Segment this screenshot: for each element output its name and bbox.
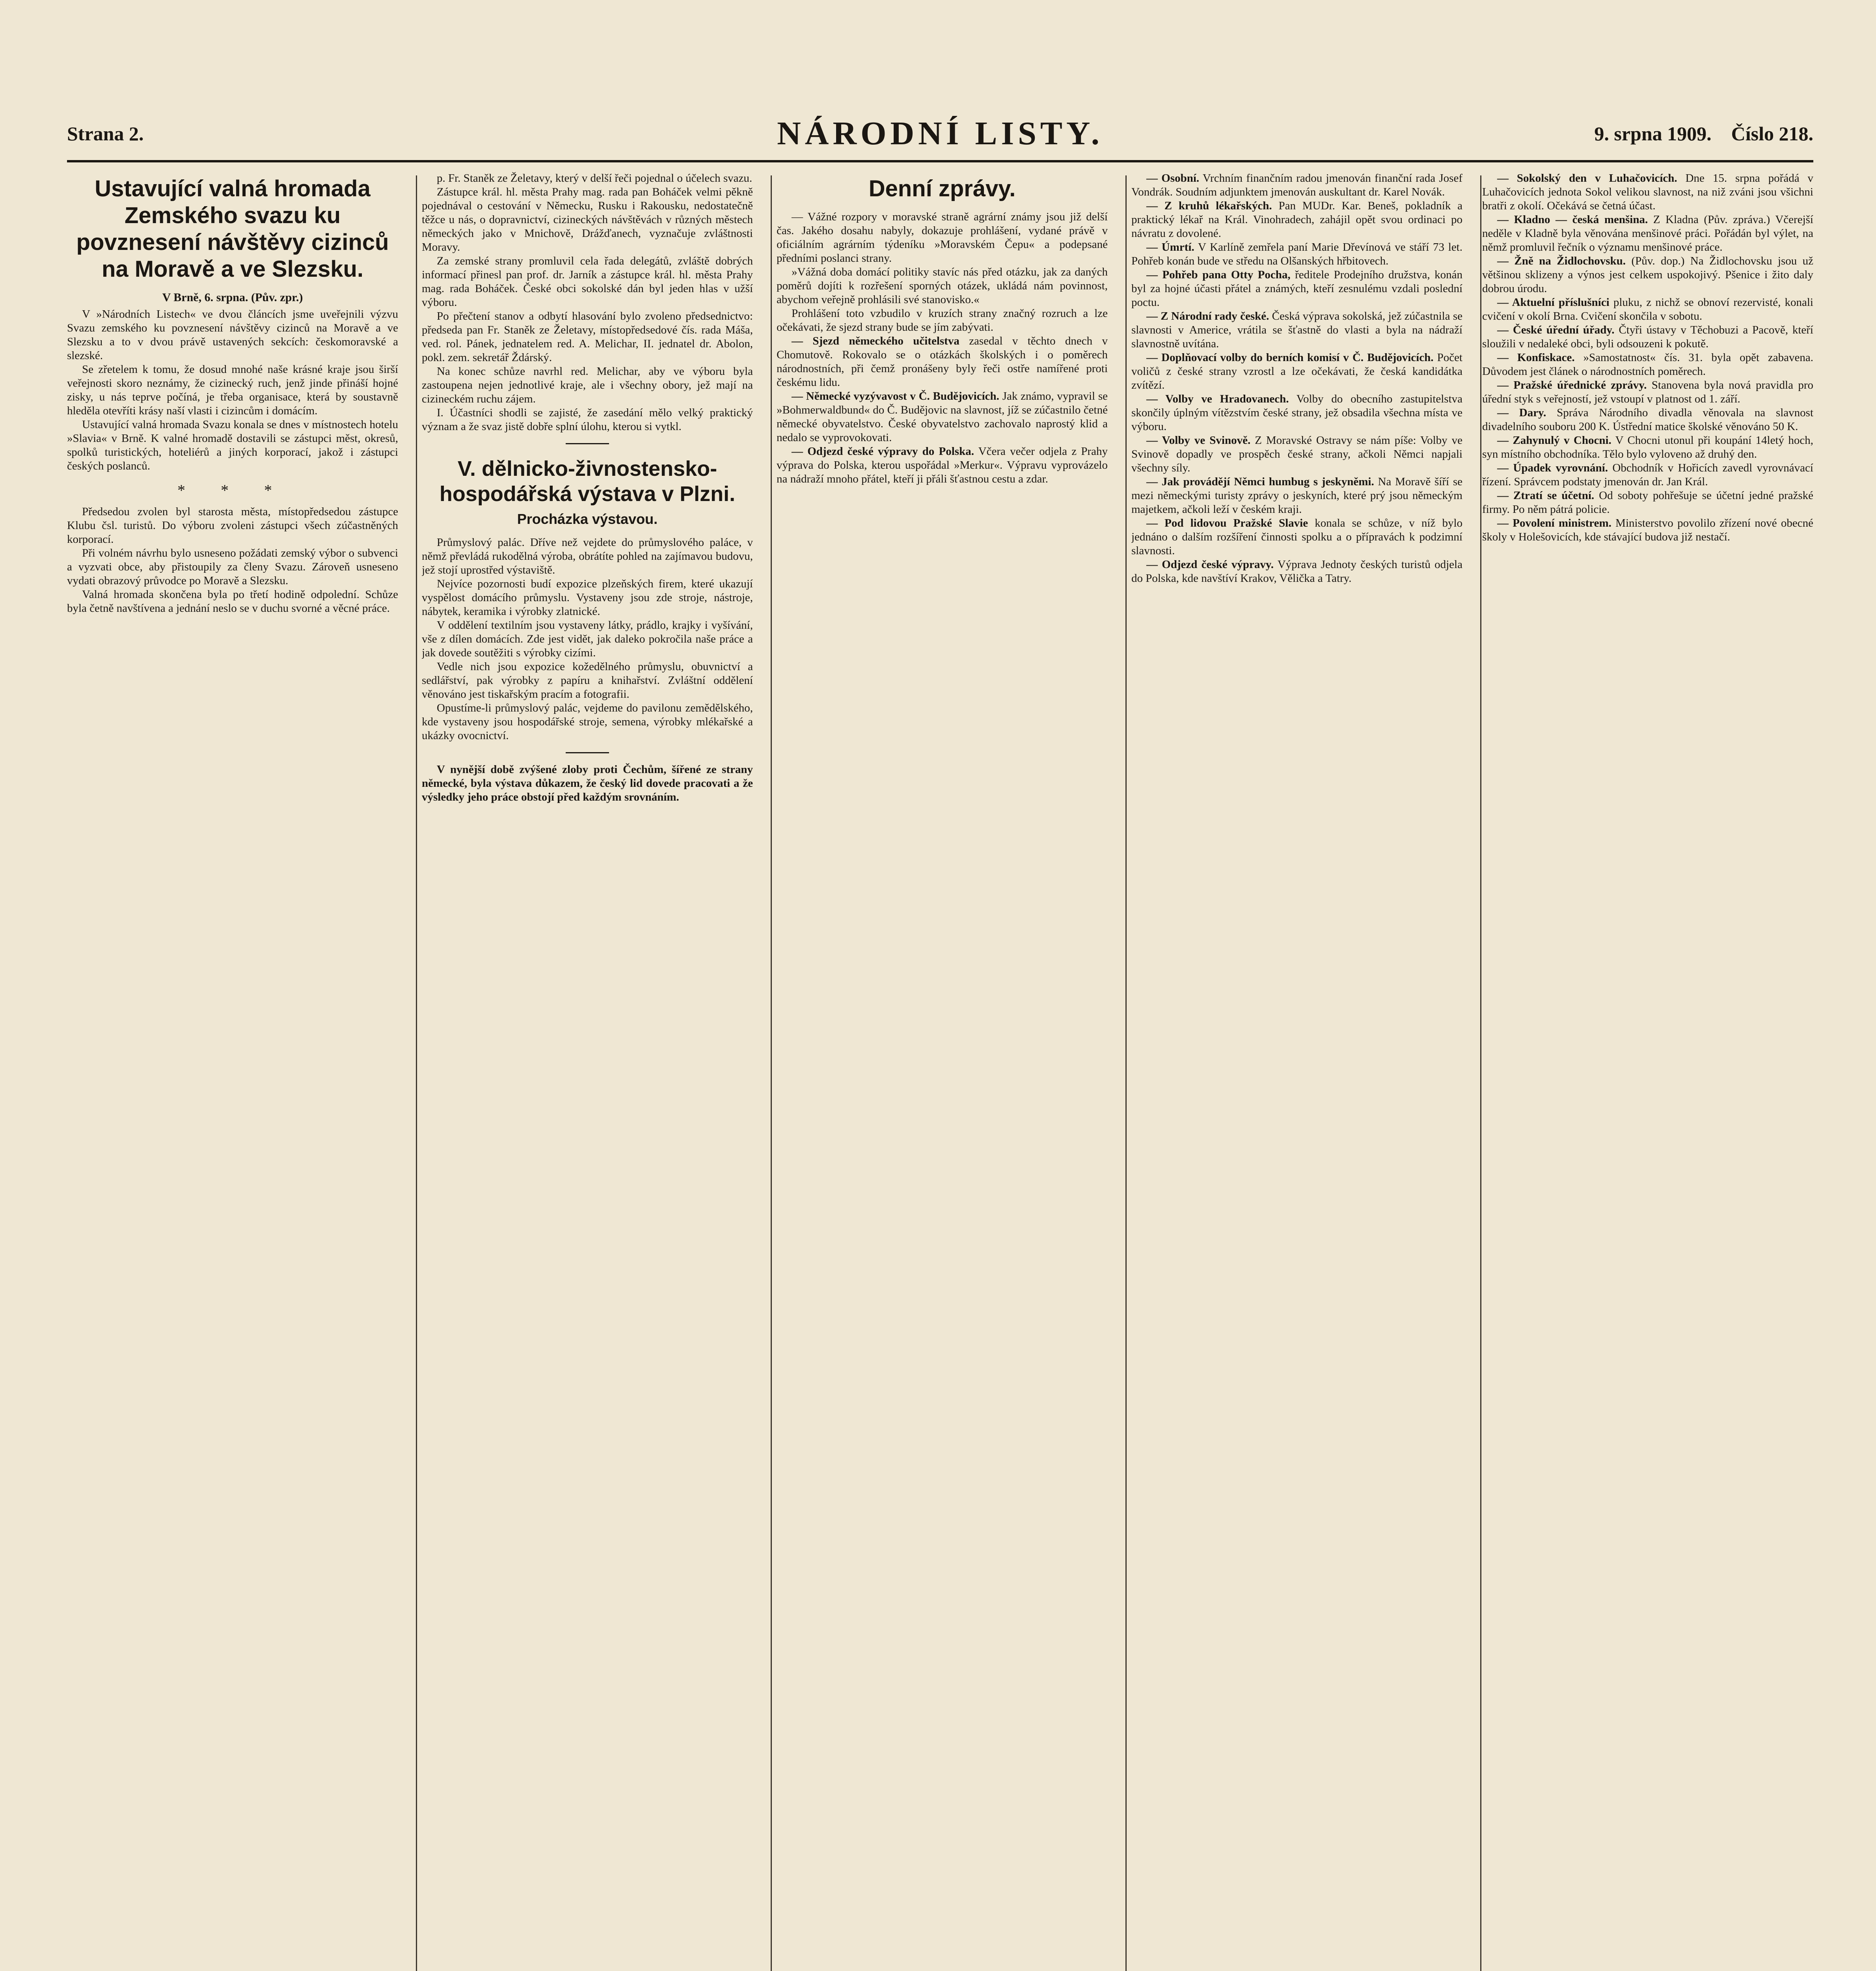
news-item-text: Jak známo, vypravil se »Bohmerwaldbund« do Č. Budějovic na slavnost, jíž se zúčastnilo četné německé obyvatelstvo. České obyvatelstvo zachovalo naprostý klid a nedalo se vyprovokovati. (777, 390, 1108, 444)
article-rule (566, 752, 609, 753)
article-paragraph: Prohlášení toto vzbudilo v kruzích strany značný rozruch a lze očekávati, že sjezd strany bude se jím zabývati. (777, 307, 1108, 333)
news-item-text: Počet voličů z české strany vzrostl a lze očekávati, že česká kandidátka zvítězí. (1131, 351, 1462, 391)
section-separator: * * * (177, 481, 288, 499)
article-columns (67, 171, 1813, 1971)
news-item (1482, 351, 1813, 378)
news-item (1131, 434, 1462, 475)
news-item-lead: — Z Národní rady české. (1146, 310, 1269, 322)
article-paragraph: Při volném návrhu bylo usneseno požádati zemský výbor o subvenci a vyzvati obce, aby přistoupily za členy Svazu. Zároveň usneseno vydati obrazový průvodce po Moravě a Slezsku. (67, 547, 398, 587)
article-paragraph: Nejvíce pozornosti budí expozice plzeňských firem, které ukazují vyspělost domácího průmyslu. Vystaveny jsou zde stroje, nástroje, nábytek, keramika i výrobky zlatnické. (422, 578, 753, 618)
news-item-lead: — Pohřeb pana Otty Pocha, (1146, 268, 1291, 281)
news-item-text: zasedal v těchto dnech v Chomutově. Rokovalo se o otázkách školských i o poměrech národnostních, při čemž pronášeny byly řeči ostře namířené proti českému lidu. (777, 335, 1108, 389)
article-paragraph: Průmyslový palác. Dříve než vejdete do průmyslového paláce, v němž převládá rukodělná výroba, obrátíte pohled na zajímavou budovu, jež stojí uprostřed výstaviště. (422, 536, 753, 576)
article-paragraph: Zástupce král. hl. města Prahy mag. rada pan Boháček velmi pěkně pojednával o cestování v Německu, Rusku i Rakousku, nedostatečně těžce u nás, o dopravnictví, cizineckých návštěvách v různých městech německých jako v Mnichově, Drážďanech, vyznačuje zvláštnosti Moravy. (422, 186, 753, 253)
news-item-lead: — Pod lidovou Pražské Slavie (1146, 517, 1308, 529)
article-dateline: V Brně, 6. srpna. (Pův. zpr.) (162, 291, 303, 304)
issue-date: 9. srpna 1909. (1594, 123, 1712, 145)
news-item-lead: — Povolení ministrem. (1497, 517, 1611, 529)
article-paragraph: Za zemské strany promluvil cela řada delegátů, zvláště dobrých informací přinesl pan prof. dr. Jarník a zástupce král. hl. města Prahy mag. rada Boháček. České obci sokolské dán byl jeden hlas v užší výboru. (422, 255, 753, 309)
news-item (1482, 406, 1813, 434)
column-divider (1125, 175, 1127, 1971)
news-item (777, 389, 1108, 445)
news-item-text: Ministerstvo povolilo zřízení nové obecné školy v Holešovicích, kde stávající budova již nestačí. (1482, 517, 1813, 543)
column-divider (416, 175, 417, 1971)
news-item-lead: — České úřední úřady. (1497, 324, 1615, 336)
news-item (1482, 323, 1813, 351)
news-item-text: ředitele Prodejního družstva, konán byl za hojné účasti přátel a známých, kteří zesnulému vzdali poslední poctu. (1131, 268, 1462, 309)
masthead-rule (67, 160, 1813, 162)
news-item (1131, 558, 1462, 585)
news-item-lead: — Osobní. (1146, 172, 1200, 184)
column-divider (1480, 175, 1481, 1971)
news-item-text: Z Moravské Ostravy se nám píše: Volby ve Svinově dopadly ve prospěch české strany, ačkoli Němci napjali všechny síly. (1131, 434, 1462, 474)
news-item (1482, 378, 1813, 406)
article-paragraph: Valná hromada skončena byla po třetí hodině odpolední. Schůze byla četně navštívena a jednání neslo se v duchu svorné a věcné práce. (67, 588, 398, 615)
article-paragraph: Předsedou zvolen byl starosta města, místopředsedou zástupce Klubu čsl. turistů. Do výboru zvoleni zástupci všech zúčastněných korporací. (67, 505, 398, 546)
news-item-lead: — Sokolský den v Luhačovicích. (1497, 172, 1677, 184)
news-item-text: V Chocni utonul při koupání 14letý hoch, syn místního obchodníka. Tělo bylo vyloveno až druhý den. (1482, 434, 1813, 460)
issue-number: Číslo 218. (1731, 123, 1813, 145)
article-paragraph: Na konec schůze navrhl red. Melichar, aby ve výboru byla zastoupena nejen jednotlivé kraje, ale i všechny obory, jež mají na cizineckém ruchu zájem. (422, 365, 753, 405)
news-item-text: Včera večer odjela z Prahy výprava do Polska, kterou uspořádal »Merkur«. Výpravu vyprovázelo na nádraží mnoho přátel, kteří ji přáli šťastnou cestu a zdar. (777, 445, 1108, 485)
article-paragraph: Ustavující valná hromada Svazu konala se dnes v místnostech hotelu »Slavia« v Brně. K valné hromadě dostavili se zástupci měst, okresů, spolků turistických, hoteliérů a jiných korporací, jakož i zástupci českých poslanců. (67, 418, 398, 472)
news-item (1131, 171, 1462, 199)
news-item-lead: — Volby ve Hradovanech. (1146, 393, 1289, 405)
news-item (1131, 240, 1462, 268)
column-3 (777, 171, 1108, 1971)
article-paragraph: — Vážné rozpory v moravské straně agrární známy jsou již delší čas. Jakého dosahu nabyly, dokazuje prohlášení, vydané právě v oficiálním agrárním týdeníku »Moravském Čepu« a podepsané předními poslanci strany. (777, 211, 1108, 265)
news-item-text: Na Moravě šíří se mezi německými turisty zprávy o jeskyních, které prý jsou německým majetkem, ačkoli leží v českém kraji. (1131, 475, 1462, 516)
news-item-lead: — Sjezd německého učitelstva (792, 335, 959, 347)
news-item-lead: — Jak provádějí Němci humbug s jeskyněmi. (1146, 475, 1374, 488)
news-item-text: Vrchním finančním radou jmenován finanční rada Josef Vondrák. Soudním adjunktem jmenován auskultant dr. Karel Novák. (1131, 172, 1462, 198)
article-paragraph: Opustíme-li průmyslový palác, vejdeme do pavilonu zemědělského, kde vystaveny jsou hospodářské stroje, semena, výrobky mlékařské a ukázky ovocnictví. (422, 702, 753, 742)
news-item-text: Od soboty pohřešuje se účetní jedné pražské firmy. Po něm pátrá policie. (1482, 489, 1813, 516)
article-paragraph: Po přečtení stanov a odbytí hlasování bylo zvoleno předsednictvo: předseda pan Fr. Staněk ze Želetavy, místopředsedové čís. rada Máša, ved. rol. Pánek, jednatelem red. A. Melichar, II. jednatel dr. Abolon, pokl. zem. sekretář Ždárský. (422, 310, 753, 364)
news-item-lead: — Ztratí se účetní. (1497, 489, 1595, 502)
news-item-text: »Samostatnost« čís. 31. byla opět zabavena. Důvodem jest článek o národnostních poměrech. (1482, 351, 1813, 378)
news-item-text: Volby do obecního zastupitelstva skončily úplným vítězstvím české strany, jež obsadila všechna místa ve výboru. (1131, 393, 1462, 433)
news-item-text: Výprava Jednoty českých turistů odjela do Polska, kde navštíví Krakov, Vělička a Tatry. (1131, 558, 1462, 585)
news-item-lead: — Dary. (1497, 406, 1546, 419)
news-item (1131, 475, 1462, 516)
news-item-text: Čtyři ústavy v Těchobuzi a Pacově, kteří sloužili v nedaleké obci, byli odsouzeni k pokutě. (1482, 324, 1813, 350)
news-item-lead: — Aktuelní příslušníci (1497, 296, 1610, 309)
news-item (777, 334, 1108, 389)
article-paragraph: Vedle nich jsou expozice kožedělného průmyslu, obuvnictví a sedlářství, pak výrobky z papíru a knihařství. Zvláštní oddělení věnováno jest tiskařským pracím a fotografii. (422, 660, 753, 700)
news-item-lead: — Úpadek vyrovnání. (1497, 462, 1608, 474)
news-item-text: V Karlíně zemřela paní Marie Dřevínová ve stáří 73 let. Pohřeb konán bude ve středu na Olšanských hřbitovech. (1131, 241, 1462, 267)
column-4 (1131, 171, 1462, 1971)
section-headline: Denní zprávy. (868, 176, 1016, 201)
newspaper-page (67, 106, 1813, 1971)
news-item-text: Pan MUDr. Kar. Beneš, pokladník a praktický lékař na Král. Vinohradech, zahájil opět svou ordinaci po návratu z dovolené. (1131, 199, 1462, 240)
article-paragraph: V nynější době zvýšené zloby proti Čechům, šířené ze strany německé, byla výstava důkazem, že český lid dovede pracovati a že výsledky jeho práce obstojí před každým srovnáním. (422, 763, 753, 803)
article-paragraph: I. Účastníci shodli se zajisté, že zasedání mělo velký praktický význam a že svaz jistě dobře splní úlohu, kterou si vytkl. (422, 406, 753, 433)
news-item (1131, 351, 1462, 392)
issue-info (1594, 122, 1813, 145)
column-divider (771, 175, 772, 1971)
news-item-text: Česká výprava sokolská, jež zúčastnila se slavnosti v Americe, vrátila se šťastně do vlasti a byla na nádraží slavnostně uvítána. (1131, 310, 1462, 350)
article-headline: Ustavující valná hromada Zemského svazu ku povznesení návštěvy cizinců na Moravě a ve Slezsku. (76, 176, 389, 282)
news-item-lead: — Kladno — česká menšina. (1497, 213, 1648, 226)
article-paragraph: »Vážná doba domácí politiky stavíc nás před otázku, jak za daných poměrů dojíti k rozřešení sporných otázek, ukládá nám povinnost, abychom veřejně prohlásili své stanovisko.« (777, 266, 1108, 306)
news-item-lead: — Úmrtí. (1146, 241, 1194, 253)
news-item (1482, 296, 1813, 323)
news-item (1131, 268, 1462, 309)
news-item-text: (Pův. dop.) Na Židlochovsku jsou už většinou sklizeny a výnos jest celkem uspokojivý. Pšenice i žito daly dobrou úrodu. (1482, 255, 1813, 295)
news-item-text: Z Kladna (Pův. zpráva.) Včerejší neděle v Kladně byla věnována menšinové práci. Pořádán byl výlet, na němž promluvil řečník o významu menšinové práce. (1482, 213, 1813, 253)
news-item (1131, 199, 1462, 240)
news-item-text: pluku, z nichž se obnoví rezervisté, konali cvičení v okolí Brna. Cvičení skončila v sobotu. (1482, 296, 1813, 322)
article-paragraph: V »Národních Listech« ve dvou článcích jsme uveřejnili výzvu Svazu zemského ku povznesení návštěvy cizinců na Moravě a ve Slezsku a to v dvou právě ustavených sekcích: českomoravské a slezské. (67, 308, 398, 362)
news-item (1131, 309, 1462, 351)
article-paragraph: p. Fr. Staněk ze Želetavy, který v delší řeči pojednal o účelech svazu. (437, 172, 753, 184)
page-number: Strana 2. (67, 123, 144, 145)
news-item (1131, 516, 1462, 558)
news-item (1131, 392, 1462, 434)
column-5 (1482, 171, 1813, 1971)
news-item (1482, 516, 1813, 544)
column-1 (67, 171, 398, 1971)
news-item-lead: — Odjezd české výpravy do Polska. (792, 445, 974, 458)
news-item-text: konala se schůze, v níž bylo jednáno o dalším rozšíření činnosti spolku a o přípravách k podzimní slavnosti. (1131, 517, 1462, 557)
news-item-lead: — Pražské úřednické zprávy. (1497, 379, 1647, 391)
news-item-lead: — Odjezd české výpravy. (1146, 558, 1274, 571)
newspaper-title: NÁRODNÍ LISTY. (777, 115, 1103, 152)
news-item-text: Dne 15. srpna pořádá v Luhačovicích jednota Sokol velikou slavnost, na niž zváni jsou všichni bratři z okolí. Očekává se četná účast. (1482, 172, 1813, 212)
news-item-lead: — Doplňovací volby do berních komisí v Č. Budějovicích. (1146, 351, 1434, 364)
news-item (777, 445, 1108, 486)
article-rule (566, 443, 609, 444)
article-subheadline: Procházka výstavou. (517, 511, 658, 527)
news-item-lead: — Německé vyzývavost v Č. Budějovicích. (792, 390, 999, 402)
column-2 (422, 171, 753, 1971)
article-paragraph: V oddělení textilním jsou vystaveny látky, prádlo, krajky i vyšívání, vše z dílen domácích. Zde jest vidět, jak daleko pokročila naše práce a jak dovede soutěžiti s výrobky cizími. (422, 619, 753, 659)
news-item-lead: — Volby ve Svinově. (1146, 434, 1251, 447)
news-item-lead: — Žně na Židlochovsku. (1497, 255, 1626, 267)
news-item-lead: — Z kruhů lékařských. (1146, 199, 1272, 212)
news-item (1482, 171, 1813, 213)
article-headline: V. dělnicko-živnostensko-hospodářská výstava v Plzni. (439, 457, 736, 506)
news-item (1482, 213, 1813, 254)
news-item (1482, 254, 1813, 296)
news-item (1482, 434, 1813, 461)
news-item-text: Stanovena byla nová pravidla pro úřední styk s veřejností, jež vstoupí v platnost od 1. září. (1482, 379, 1813, 405)
news-item-text: Obchodník v Hořicích zavedl vyrovnávací řízení. Správcem podstaty jmenován dr. Jan Král. (1482, 462, 1813, 488)
news-item-text: Správa Národního divadla věnovala na slavnost divadelního souboru 200 K. Ústřední matice školské věnováno 50 K. (1482, 406, 1813, 433)
masthead (67, 106, 1813, 166)
news-item-lead: — Konfiskace. (1497, 351, 1575, 364)
news-item-lead: — Zahynulý v Chocni. (1497, 434, 1611, 447)
news-item (1482, 461, 1813, 489)
news-item (1482, 489, 1813, 516)
article-paragraph: Se zřetelem k tomu, že dosud mnohé naše krásné kraje jsou širší veřejnosti skoro neznámy, že cizinecký ruch, jenž jinde přináší hojné zisky, u nás teprve počíná, je třeba organisace, která by soustavně hleděla otevříti krásy naší vlasti i cizincům i domácím. (67, 363, 398, 417)
